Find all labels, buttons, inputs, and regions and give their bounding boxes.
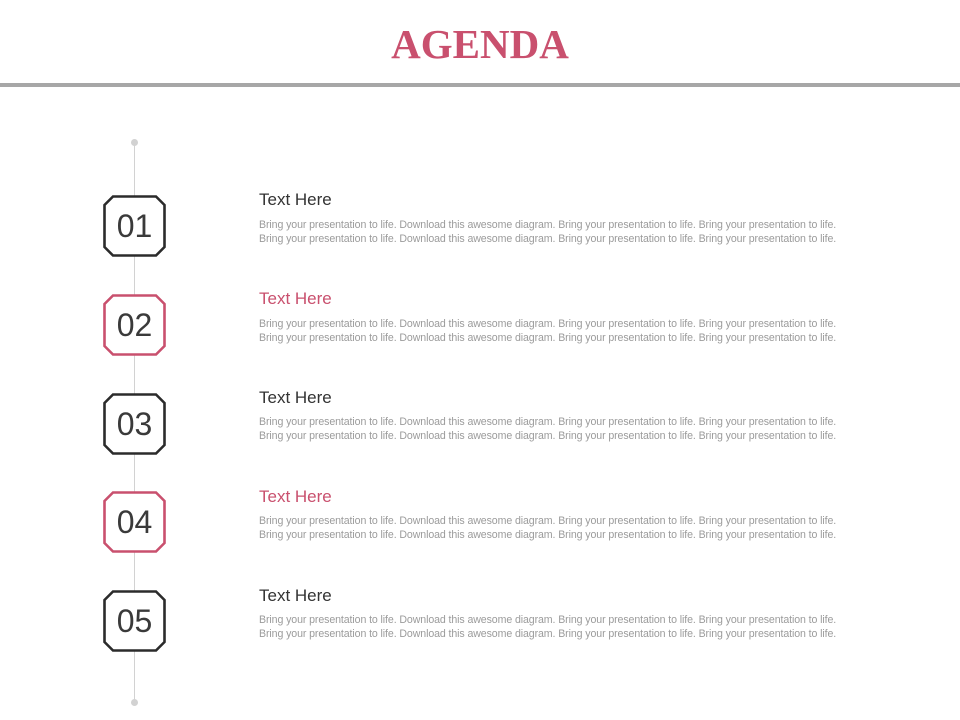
agenda-badge-02	[103, 294, 166, 356]
header-divider	[0, 83, 960, 87]
agenda-badge-05	[103, 590, 166, 652]
agenda-item-body: Bring your presentation to life. Download this awesome diagram. Bring your presentation to life. Bring your presentation to life. Bring your presentation to life. Download this awesome diagram. Bring your presentation to life. Bring your presentation to life.	[259, 219, 837, 245]
agenda-number: 04	[116, 504, 153, 540]
agenda-item-title: Text Here	[259, 586, 332, 605]
agenda-item-title: Text Here	[259, 487, 332, 506]
timeline-end-dot	[131, 699, 138, 706]
agenda-item-body: Bring your presentation to life. Download this awesome diagram. Bring your presentation to life. Bring your presentation to life. Bring your presentation to life. Download this awesome diagram. Bring your presentation to life. Bring your presentation to life.	[259, 318, 837, 344]
agenda-number: 03	[116, 406, 153, 442]
agenda-item-body: Bring your presentation to life. Download this awesome diagram. Bring your presentation to life. Bring your presentation to life. Bring your presentation to life. Download this awesome diagram. Bring your presentation to life. Bring your presentation to life.	[259, 614, 837, 640]
agenda-number: 05	[116, 603, 153, 639]
agenda-number: 02	[116, 307, 153, 343]
agenda-item-body: Bring your presentation to life. Download this awesome diagram. Bring your presentation to life. Bring your presentation to life. Bring your presentation to life. Download this awesome diagram. Bring your presentation to life. Bring your presentation to life.	[259, 416, 837, 442]
agenda-item-title: Text Here	[259, 190, 332, 209]
agenda-number: 01	[116, 208, 153, 244]
page-title: AGENDA	[391, 21, 569, 67]
agenda-item-title: Text Here	[259, 289, 332, 308]
agenda-badge-04	[103, 491, 166, 553]
agenda-badge-03	[103, 393, 166, 455]
timeline-start-dot	[131, 139, 138, 146]
agenda-badge-01	[103, 195, 166, 257]
agenda-item-body: Bring your presentation to life. Download this awesome diagram. Bring your presentation to life. Bring your presentation to life. Bring your presentation to life. Download this awesome diagram. Bring your presentation to life. Bring your presentation to life.	[259, 515, 837, 541]
agenda-item-title: Text Here	[259, 388, 332, 407]
